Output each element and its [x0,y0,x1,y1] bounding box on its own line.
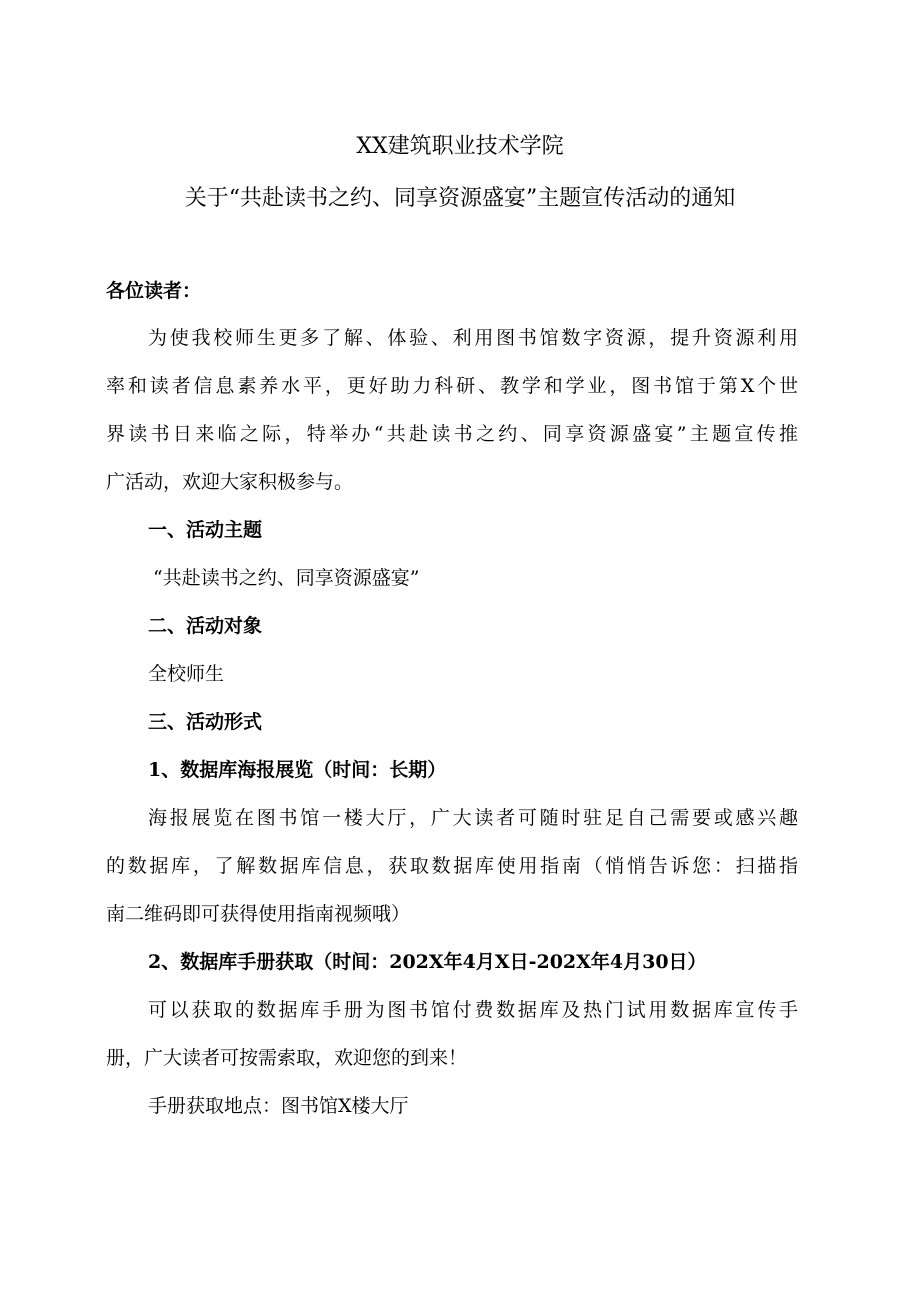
item-text-line: 的数据库，了解数据库信息，获取数据库使用指南（悄悄告诉您：扫描指 [106,855,798,877]
item-text-line: 南二维码即可获得使用指南视频哦） [106,903,411,925]
item-text-line: 册，广大读者可按需索取，欢迎您的到来！ [106,1047,468,1069]
item-heading-poster-exhibition: 1、数据库海报展览（时间：长期） [148,759,447,781]
pickup-location: 手册获取地点：图书馆X楼大厅 [148,1095,409,1117]
document-title-institution: XX建筑职业技术学院 [356,134,564,159]
section-heading-audience: 二、活动对象 [148,615,263,637]
item-text-line: 海报展览在图书馆一楼大厅，广大读者可随时驻足自己需要或感兴趣 [148,807,798,829]
document-title-notice: 关于“共赴读书之约、同享资源盛宴”主题宣传活动的通知 [184,186,736,211]
item-text-line: 可以获取的数据库手册为图书馆付费数据库及热门试用数据库宣传手 [148,999,798,1021]
intro-paragraph-line: 界读书日来临之际，特举办“共赴读书之约、同享资源盛宴”主题宣传推 [106,423,798,445]
item-heading-manual-pickup: 2、数据库手册获取（时间：202X年4月X日-202X年4月30日） [148,951,707,973]
intro-paragraph-line: 广活动，欢迎大家积极参与。 [106,471,354,493]
section-heading-format: 三、活动形式 [148,711,263,733]
intro-paragraph-line: 率和读者信息素养水平，更好助力科研、教学和学业，图书馆于第X个世 [106,375,798,397]
section-text-audience: 全校师生 [148,663,225,685]
section-heading-theme: 一、活动主题 [148,519,263,541]
intro-paragraph-line: 为使我校师生更多了解、体验、利用图书馆数字资源，提升资源利用 [148,327,798,349]
salutation: 各位读者： [106,280,202,302]
section-text-theme: “共赴读书之约、同享资源盛宴” [153,567,420,589]
